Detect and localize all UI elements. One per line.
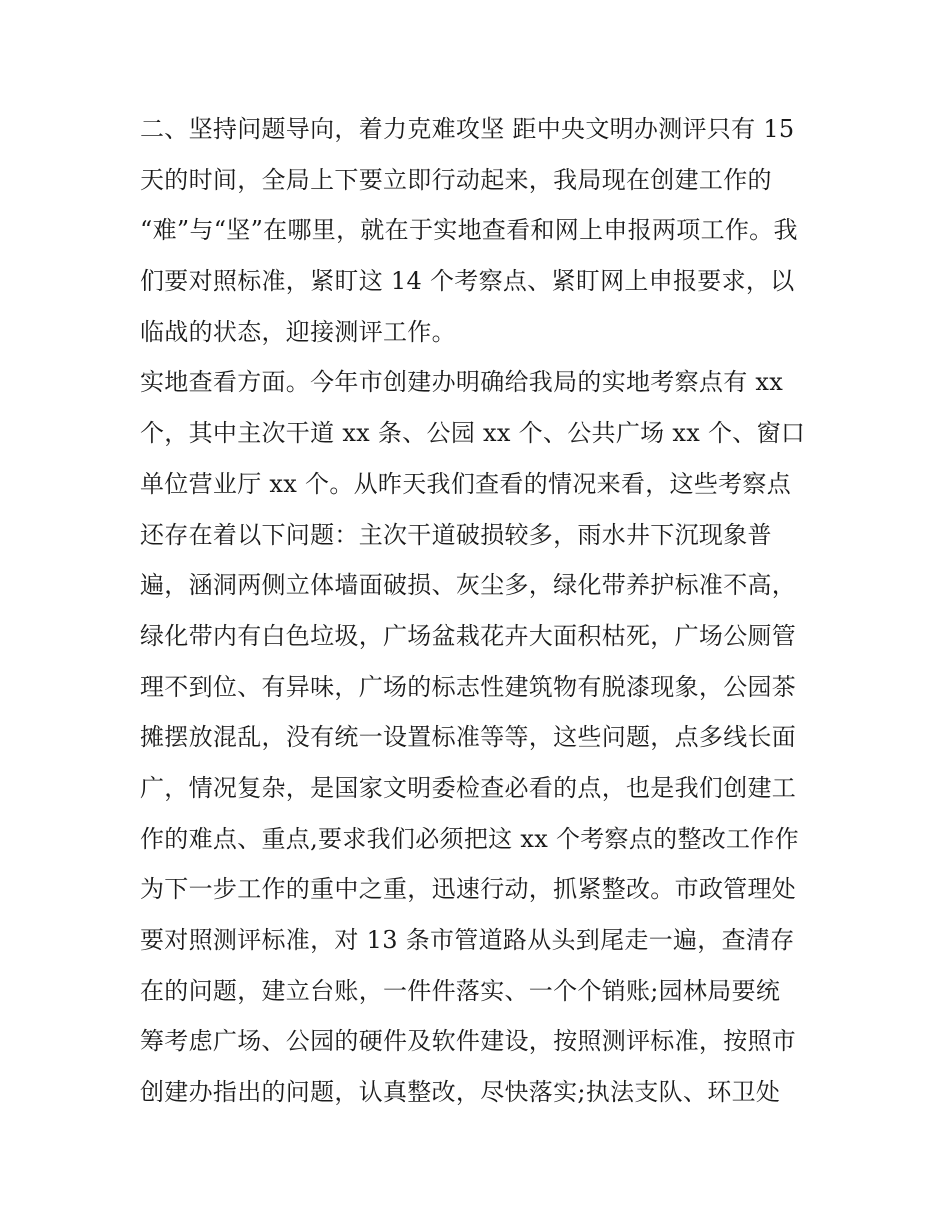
text-line: 为下一步工作的重中之重，迅速行动，抓紧整改。市政管理处 bbox=[140, 875, 797, 904]
text-line: 要对照测评标准，对 13 条市管道路从头到尾走一遍，查清存 bbox=[140, 926, 795, 954]
text-line: 理不到位、有异味，广场的标志性建筑物有脱漆现象，公园茶 bbox=[140, 672, 797, 701]
text-line: 单位营业厅 xx 个。从昨天我们查看的情况来看，这些考察点 bbox=[140, 469, 792, 498]
text-line: 们要对照标准，紧盯这 14 个考察点、紧盯网上申报要求，以 bbox=[140, 267, 795, 296]
text-line: 绿化带内有白色垃圾，广场盆栽花卉大面积枯死，广场公厕管 bbox=[140, 621, 797, 650]
text-line: 作的难点、重点,要求我们必须把这 xx 个考察点的整改工作作 bbox=[140, 824, 799, 853]
text-line: 筹考虑广场、公园的硬件及软件建设，按照测评标准，按照市 bbox=[140, 1027, 797, 1056]
text-line: 临战的状态，迎接测评工作。 bbox=[140, 317, 456, 346]
text-line: 个，其中主次干道 xx 条、公园 xx 个、公共广场 xx 个、窗口 bbox=[140, 419, 806, 448]
body-text bbox=[140, 104, 820, 1118]
text-line: 在的问题，建立台账，一件件落实、一个个销账;园林局要统 bbox=[140, 976, 781, 1005]
text-line: 创建办指出的问题，认真整改，尽快落实;执法支队、环卫处 bbox=[140, 1078, 781, 1107]
text-line: 遍，涵洞两侧立体墙面破损、灰尘多，绿化带养护标准不高， bbox=[140, 571, 797, 600]
text-line: 天的时间，全局上下要立即行动起来，我局现在创建工作的 bbox=[140, 165, 772, 194]
text-line: 二、坚持问题导向，着力克难攻坚 距中央文明办测评只有 15 bbox=[140, 115, 795, 143]
text-line: 摊摆放混乱，没有统一设置标准等等，这些问题，点多线长面 bbox=[140, 723, 797, 752]
text-line: 实地查看方面。今年市创建办明确给我局的实地考察点有 xx bbox=[140, 368, 784, 397]
text-line: 广，情况复杂，是国家文明委检查必看的点，也是我们创建工 bbox=[140, 773, 797, 802]
text-line: 还存在着以下问题：主次干道破损较多，雨水井下沉现象普 bbox=[140, 520, 772, 549]
text-line: “难”与“坚”在哪里，就在于实地查看和网上申报两项工作。我 bbox=[140, 216, 798, 245]
